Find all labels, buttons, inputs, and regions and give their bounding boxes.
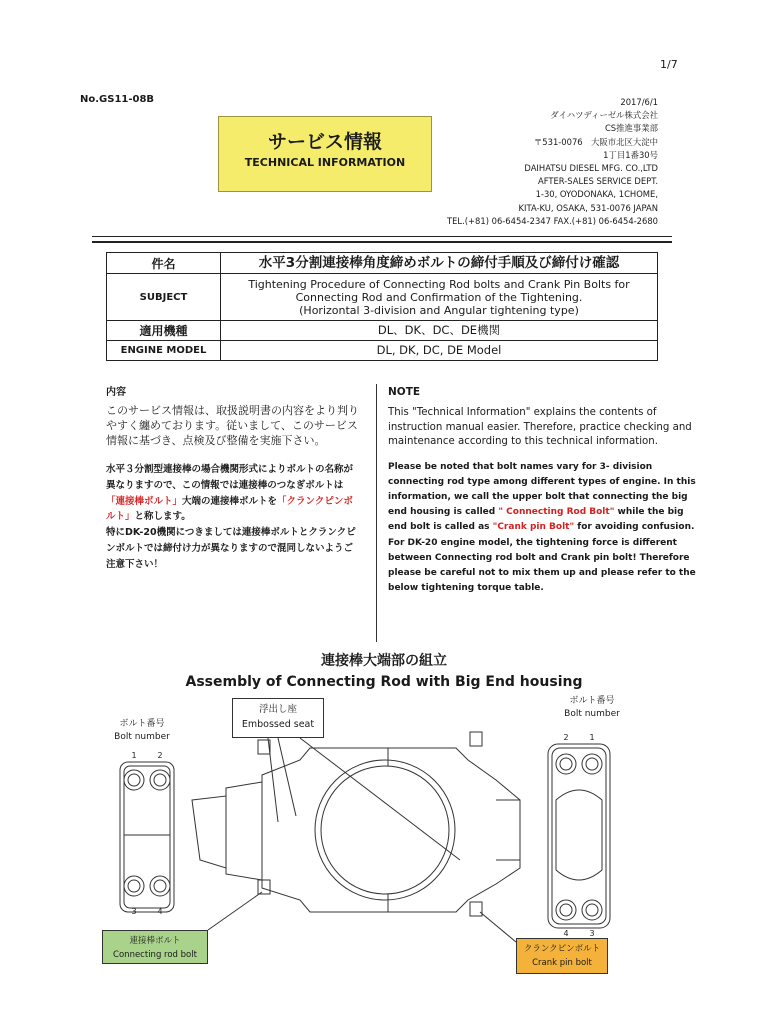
engine-jp: DL、DK、DC、DE機関 bbox=[221, 321, 658, 341]
note-heading: NOTE bbox=[388, 386, 421, 398]
contact-line: TEL.(+81) 06-6454-2347 FAX.(+81) 06-6454-2680 bbox=[447, 215, 658, 226]
title-en: TECHNICAL INFORMATION bbox=[244, 156, 406, 169]
bolt-number-label-right bbox=[552, 695, 632, 721]
conrod-bolt-leader bbox=[208, 892, 262, 930]
right-bolt-number-1: 1 bbox=[589, 733, 595, 742]
subject-label-en: SUBJECT bbox=[107, 274, 221, 321]
assembly-title-en: Assembly of Connecting Rod with Big End housing bbox=[185, 674, 583, 690]
bolt-number-en: Bolt number bbox=[114, 732, 170, 742]
left-bolt-number-4: 4 bbox=[157, 907, 163, 916]
engine-en: DL, DK, DC, DE Model bbox=[221, 341, 658, 361]
embossed-seat-callout bbox=[232, 698, 324, 738]
crankpin-bolt-term-en: "Crank pin Bolt" bbox=[492, 522, 575, 533]
right-bolt-number-4: 4 bbox=[563, 929, 569, 938]
subject-en-line: Tightening Procedure of Connecting Rod bolts and Crank Pin Bolts for bbox=[248, 277, 630, 291]
subject-en-line: (Horizontal 3-division and Angular tightening type) bbox=[299, 303, 579, 317]
bolt-number-label-left bbox=[102, 718, 182, 744]
conrod-bolt-en: Connecting rod bolt bbox=[113, 950, 197, 960]
subject-label-jp: 件名 bbox=[107, 253, 221, 274]
department-jp: CS推進事業部 bbox=[604, 123, 658, 134]
embossed-leader-1 bbox=[268, 738, 278, 822]
bolt-number-en: Bolt number bbox=[564, 709, 620, 719]
page-number: 1/7 bbox=[660, 58, 678, 71]
big-end-housing bbox=[192, 732, 520, 916]
embossed-leader-2 bbox=[278, 738, 296, 816]
bolt-number-jp: ボルト番号 bbox=[569, 696, 615, 706]
left-bolt-number-3: 3 bbox=[131, 907, 137, 916]
conrod-bolt-term-jp: 「連接棒ボルト」 bbox=[106, 495, 183, 507]
address-jp-1: 〒531-0076 大阪市北区大淀中 bbox=[533, 136, 658, 147]
note-para2: Please be noted that bolt names vary for 3- division connecting rod type among different types of engine. In this information, we call the upper bolt that connecting the big end housing is called " Connecting Rod Bolt" while the big end bolt is called as "Crank pin Bolt" for avoiding confusion. For DK-20 engine model, the tightening force is different between Connecting rod bolt and Crank pin bolt! Therefore please be careful not to mix them up and please refer to the below tightening torque table. bbox=[388, 461, 696, 594]
conrod-bolt-label bbox=[102, 930, 208, 964]
crankpin-bolt-leader bbox=[480, 912, 516, 942]
content-para2-jp: 水平３分割型連接棒の場合機関形式によりボルトの名称が異なりますので、この情報では連接棒のつなぎボルトは「連接棒ボルト」大端の連接棒ボルトを「クランクピンボルト」と称します。 特にDK-20機関につきましては連接棒ボルトとクランクピンボルトでは締付け力が異なりますので混同しないようご注意下さい！ bbox=[106, 464, 356, 570]
address-jp-2: 1丁目1番30号 bbox=[603, 149, 658, 160]
department-en: AFTER-SALES SERVICE DEPT. bbox=[538, 176, 658, 187]
crankpin-bolt-en: Crank pin bolt bbox=[532, 958, 592, 968]
company-name-en: DAIHATSU DIESEL MFG. CO.,LTD bbox=[524, 163, 658, 174]
right-end-view bbox=[548, 744, 610, 928]
embossed-seat-jp: 浮出し座 bbox=[258, 704, 297, 715]
left-end-view bbox=[120, 762, 174, 912]
bolt-number-jp: ボルト番号 bbox=[119, 719, 165, 729]
right-bolt-number-3: 3 bbox=[589, 929, 595, 938]
title-jp: サービス情報 bbox=[267, 131, 382, 153]
crankpin-bolt-label bbox=[516, 938, 608, 974]
left-bolt-number-2: 2 bbox=[157, 751, 163, 760]
right-bolt-number-2: 2 bbox=[563, 733, 569, 742]
conrod-bolt-term-en: " Connecting Rod Bolt" bbox=[498, 507, 615, 518]
crankpin-bolt-term-jp: 「クランクピンボルト」 bbox=[106, 495, 353, 523]
address-en-1: 1-30, OYODONAKA, 1CHOME, bbox=[535, 189, 658, 200]
company-name-jp: ダイハツディーゼル株式会社 bbox=[550, 110, 658, 121]
conrod-bolt-jp: 連接棒ボルト bbox=[129, 936, 181, 946]
embossed-leader-3 bbox=[300, 738, 460, 860]
left-bolt-number-1: 1 bbox=[131, 751, 137, 760]
address-en-2: KITA-KU, OSAKA, 531-0076 JAPAN bbox=[518, 202, 658, 213]
assembly-title-jp: 連接棒大端部の組立 bbox=[321, 653, 447, 669]
subject-en-line: Connecting Rod and Confirmation of the Tightening. bbox=[295, 290, 583, 304]
content-para1-jp: このサービス情報は、取扱説明書の内容をより判りやすく纏めております。従いまして、このサービス情報に基づき、点検及び整備を実施下さい。 bbox=[106, 404, 359, 447]
issue-date: 2017/6/1 bbox=[620, 97, 658, 107]
crankpin-bolt-jp: クランクピンボルト bbox=[523, 944, 601, 954]
subject-jp: 水平3分割連接棒角度締めボルトの締付手順及び締付け確認 bbox=[221, 253, 658, 274]
engine-label-jp: 適用機種 bbox=[107, 321, 221, 341]
engine-label-en: ENGINE MODEL bbox=[107, 341, 221, 361]
content-heading-jp: 内容 bbox=[106, 387, 126, 398]
document-number: No.GS11-08B bbox=[80, 94, 155, 105]
embossed-seat-en: Embossed seat bbox=[241, 719, 315, 730]
note-para1: This "Technical Information" explains the contents of instruction manual easier. Therefore, practice checking and maintenance according to this technical information. bbox=[388, 407, 692, 447]
